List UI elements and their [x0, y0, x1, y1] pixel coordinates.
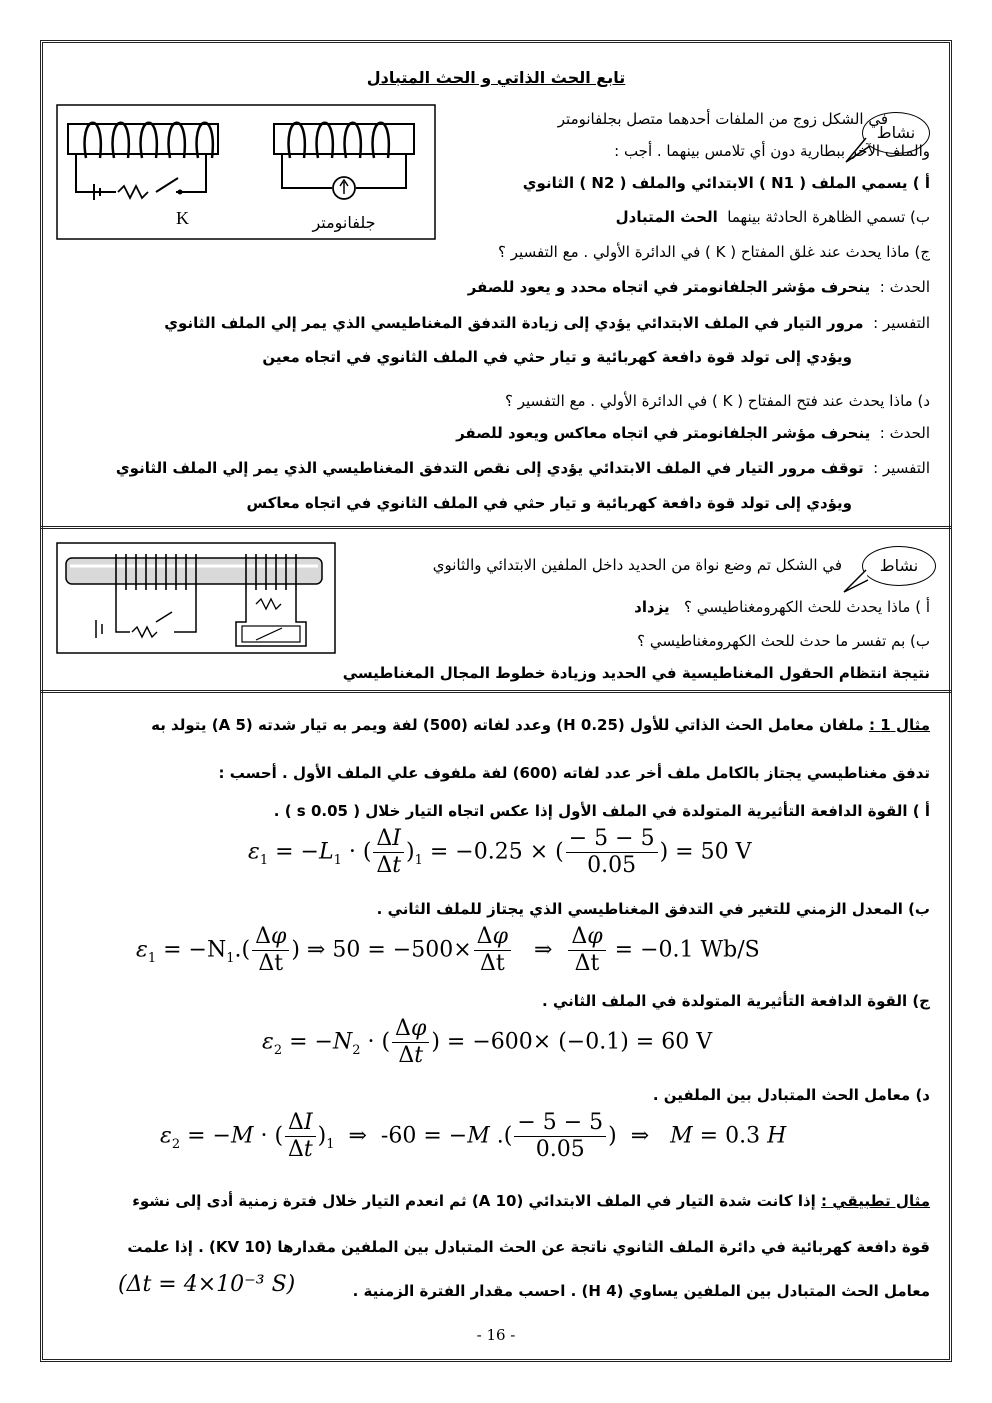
explain-row-c — [164, 314, 930, 332]
example1-question-a: أ ) القوة الدافعة التأثيرية المتولدة في الملف الأول إذا عكس اتجاه التيار خلال ( 0.05 s ) . — [273, 802, 930, 820]
eq-a-coef: 0.25 — [473, 839, 523, 865]
section2-answer-b: نتيجة انتظام الحقول المغناطيسية في الحديد وزيادة خطوط المجال المغناطيسي — [342, 664, 930, 682]
question-b — [616, 208, 930, 226]
bubble-label: نشاط — [879, 556, 919, 575]
eq-d-num: − 5 − 5 — [514, 1110, 606, 1137]
example2-answer: (Δt = 4×10⁻³ S) — [118, 1272, 296, 1297]
page-title: تابع الحث الذاتي و الحث المتبادل — [366, 68, 626, 87]
question-b-text: ب) تسمي الظاهرة الحادثة بينهما — [727, 208, 930, 226]
eq-b-n: 500 — [411, 937, 454, 963]
example1-question-b: ب) المعدل الزمني للتغير في التدفق المغناطيسي الذي يجتاز للملف الثاني . — [376, 900, 930, 918]
eq-d-den: 0.05 — [535, 1137, 585, 1162]
example2-line-3: معامل الحث المتبادل بين الملفين يساوي (H 4) . احسب مقدار الفترة الزمنية . — [352, 1282, 930, 1300]
example1-question-d: د) معامل الحث المتبادل بين الملفين . — [652, 1086, 930, 1104]
example2-line-1 — [132, 1192, 930, 1210]
section2-question-a-text: أ ) ماذا يحدث للحث الكهرومغناطيسي ؟ — [683, 598, 930, 616]
example2-text-1: إذا كانت شدة التيار في الملف الابتدائي (A 10) ثم انعدم التيار خلال فترة زمنية أدى إلى نشوء — [132, 1192, 816, 1210]
example1-line-1 — [151, 716, 930, 734]
event-label: الحدث : — [879, 278, 930, 296]
section2-answer-a: يزداد — [634, 598, 670, 616]
activity-bubble — [862, 546, 936, 586]
explain-answer-d-2: ويؤدي إلى تولد قوة دافعة كهربائية و تيار حثي في الملف الثانوي في اتجاه معاكس — [246, 494, 852, 512]
galvanometer-label: جلفانومتر — [312, 213, 376, 232]
eq-a-num: − 5 − 5 — [566, 826, 658, 853]
example2-line-2: قوة دافعة كهربائية في دائرة الملف الثانوي ناتجة عن الحث المتبادل بين الملفين مقدارها (KV 10) . إذا علمت — [127, 1238, 930, 1256]
intro-line-1: في الشكل زوج من الملفات أحدهما متصل بجلفانومتر — [557, 110, 888, 128]
eq-d-result: 0.3 — [725, 1123, 761, 1149]
event-row-c — [468, 278, 930, 296]
section2-question-b: ب) بم تفسر ما حدث للحث الكهرومغناطيسي ؟ — [637, 632, 930, 650]
bubble-label: نشاط — [876, 123, 916, 142]
equation-b: $\varepsilon_1 = -N_1$.( $\frac{\Delta\varphi}{\Delta t}$ ) ⇒ 50 = −500× $\frac{\Delta\varphi}{\Delta t}$ ⇒ $\frac{\Delta\varphi}{\Delta t}$ = −0.1 Wb/S — [136, 924, 760, 976]
coils-figure — [56, 104, 436, 240]
explain-answer-c-1: مرور التيار في الملف الابتدائي يؤدي إلى زيادة التدفق المغناطيسي الذي يمر إلي الملف الثانوي — [164, 314, 864, 332]
example1-question-c: ج) القوة الدافعة التأثيرية المتولدة في الملف الثاني . — [542, 992, 930, 1010]
eq-a-result: 50 V — [700, 839, 752, 865]
section2-intro: في الشكل تم وضع نواة من الحديد داخل الملفين الابتدائي والثانوي — [432, 556, 842, 574]
example1-line-2: تدفق مغناطيسي يجتاز بالكامل ملف أخر عدد لفاته (600) لفة ملفوف علي الملف الأول . أحسب : — [218, 764, 930, 782]
section-divider — [40, 526, 952, 529]
eq-d-emf: -60 — [380, 1123, 417, 1149]
intro-line-2: والملف الآخر ببطارية دون أي تلامس بينهما . أجب : — [614, 142, 930, 160]
explain-answer-c-2: ويؤدي إلى تولد قوة دافعة كهربائية و تيار حثي في الملف الثانوي في اتجاه معين — [262, 348, 852, 366]
eq-c-rate: (−0.1) — [558, 1029, 629, 1055]
equation-c: $\varepsilon_2 = -N_2$ · ( $\frac{\Delta\varphi}{\Delta t}$ ) = −600× (−0.1) = 60 V — [262, 1016, 713, 1068]
eq-c-n: 600 — [490, 1029, 533, 1055]
eq-a-den: 0.05 — [587, 853, 637, 878]
bubble-tail-icon — [842, 568, 870, 596]
section2-question-a — [634, 598, 930, 616]
question-a: أ ) يسمي الملف ( N1 ) الابتدائي والملف ( N2 ) الثانوي — [522, 174, 930, 192]
event-answer-d: ينحرف مؤشر الجلفانومتر في اتجاه معاكس ويعود للصفر — [456, 424, 871, 442]
event-label: الحدث : — [879, 424, 930, 442]
explain-label: التفسير : — [873, 459, 930, 477]
explain-row-d — [116, 459, 930, 477]
eq-c-result: 60 V — [661, 1029, 713, 1055]
page-number: - 16 - — [476, 1326, 516, 1344]
equation-d: $\varepsilon_2 = -M$ · ( $\frac{\Delta I}{\Delta t}$ )$_1$ ⇒ -60 = −M .( $\frac{- 5 - 5}{0.05}$ ) ⇒ M = 0.3 H — [160, 1110, 787, 1162]
explain-label: التفسير : — [873, 314, 930, 332]
event-answer-c: ينحرف مؤشر الجلفانومتر في اتجاه محدد و يعود للصفر — [467, 278, 871, 296]
explain-answer-d-1: توقف مرور التيار في الملف الابتدائي يؤدي إلى نقص التدفق المغناطيسي الذي يمر إلي الملف الثانوي — [115, 459, 864, 477]
equation-a: $\varepsilon_1 = -L_1$ · ( $\frac{\Delta I}{\Delta t}$ )$_1 = -0.25$ × ( $\frac{- 5 - 5}{0.05}$ ) = 50 V — [248, 826, 752, 878]
iron-core-figure — [56, 542, 336, 654]
event-row-d — [456, 424, 930, 442]
example1-text-1: ملفان معامل الحث الذاتي للأول (H 0.25) وعدد لفاته (500) لفة ويمر به تيار شدته (A 5) يتولد به — [151, 716, 864, 734]
question-d: د) ماذا يحدث عند فتح المفتاح ( K ) في الدائرة الأولي . مع التفسير ؟ — [504, 392, 930, 410]
eq-b-result: −0.1 Wb/S — [640, 937, 760, 963]
question-c: ج) ماذا يحدث عند غلق المفتاح ( K ) في الدائرة الأولي . مع التفسير ؟ — [498, 243, 930, 261]
switch-label: K — [176, 208, 189, 228]
answer-b: الحث المتبادل — [615, 208, 718, 226]
eq-b-emf: 50 — [332, 937, 361, 963]
section-divider — [40, 690, 952, 693]
example1-label: مثال 1 : — [869, 716, 930, 734]
example2-label: مثال تطبيقي : — [821, 1192, 930, 1210]
